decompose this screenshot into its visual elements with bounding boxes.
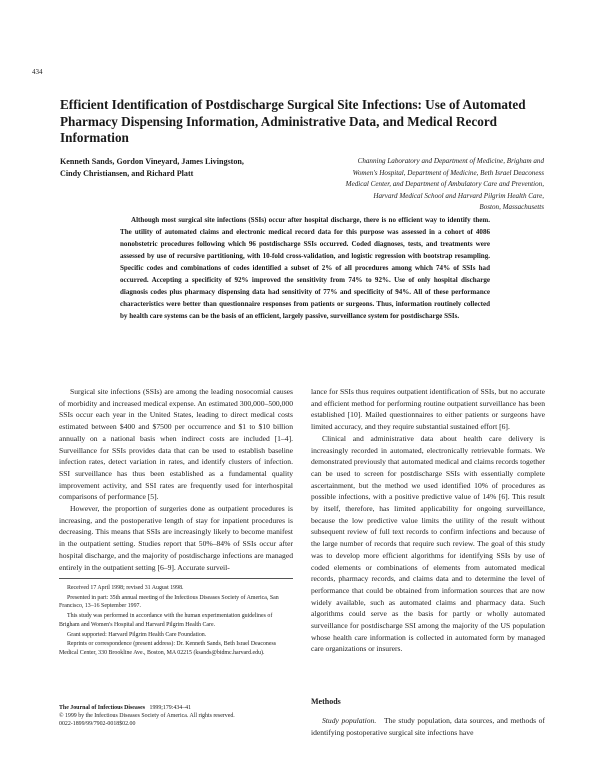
body-paragraph: However, the proportion of surgeries done as outpatient procedures is increasing, and the postoperative length of stay for inpatient procedures is decreasing. This means that SSIs are increasingly likely to become manifest in the outpatient setting. Studies report that 50%–84% of SSIs occur after hospital discharge, and the majority of postdischarge infections are managed entirely in the outpatient setting [6–9]. Accurate surveil- (59, 504, 293, 572)
affiliation-line: Boston, Massachusetts (479, 203, 544, 211)
page-number: 434 (32, 68, 43, 76)
footnote: This study was performed in accordance with the human experimentation guidelines of Brigham and Women's Hospital and Harvard Pilgrim Health Care. (59, 613, 273, 628)
body-paragraph: Surgical site infections (SSIs) are among the leading nosocomial causes of morbidity and increased medical expense. An estimated 300,000–500,000 SSIs occur each year in the United States, leading to direct medical costs estimated between $400 and $7500 per occurrence and $1 to $10 billion annually on a national basis when indirect costs are included [1–4]. Surveillance for SSIs provides data that can be used to establish baseline infection rates, detect variation in rates, and identify clusters of infection. SSI surveillance has thus been established as a fundamental quality improvement activity, and SSI rates are frequently used for interhospital comparisons of performance [5]. (59, 387, 293, 502)
author-line: Cindy Christiansen, and Richard Platt (60, 169, 194, 178)
footnotes (59, 584, 293, 659)
author-list (60, 156, 300, 180)
journal-citation: 1999;179:434–41 (149, 705, 192, 711)
footnote: Received 17 April 1998; revised 31 August 1998. (67, 585, 184, 591)
author-line: Kenneth Sands, Gordon Vineyard, James Livingston, (60, 157, 244, 166)
body-paragraph: Clinical and administrative data about health care delivery is increasingly recorded in automated, electronically retrievable formats. We demonstrated previously that automated medical and claims records together can be used to screen for postdischarge SSIs with essentially complete ascertainment, but the method we used identified 10% of procedures as possible infections, with a positive predictive value of 14% [6]. This result by itself, therefore, has limited applicability for ongoing surveillance, because the low predictive value limits the utility of the result without subsequent review of full text records to confirm infections and because of the large number of records that require such review. The goal of this study was to develop more efficient algorithms for identifying SSIs by use of coded elements or combinations of elements from automated medical records, pharmacy records, and claims data and to determine the level of performance that could be obtained from information sources that are now widely available, such as automated claims and pharmacy data. Such algorithms could serve as the basis for partly or wholly automated surveillance for postdischarge SSI among the majority of the US population whose health care information is collected in automated form by managed care organizations or insurers. (311, 433, 545, 654)
article-title: Efficient Identification of Postdischarge Surgical Site Infections: Use of Automated Pharmacy Dispensing Information, Administrative Data, and Medical Record Information (60, 97, 526, 145)
journal-name: The Journal of Infectious Diseases (59, 705, 146, 711)
affiliation-line: Channing Laboratory and Department of Medicine, Brigham and (357, 157, 544, 165)
abstract: Although most surgical site infections (SSIs) occur after hospital discharge, there is no efficient way to identify them. The utility of automated claims and electronic medical record data for this purpose was assessed in a cohort of 4086 nonobstetric procedures following which 96 postdischarge SSIs occurred. Coded diagnoses, tests, and treatments were assessed by use of recursive partitioning, with 10-fold cross-validation, and logistic regression with bootstrap resampling. Specific codes and combinations of codes identified a subset of 2% of all procedures among which 74% of SSIs had occurred. Accepting a specificity of 92% improved the sensitivity from 74% to 92%. Use of only hospital discharge diagnosis codes plus pharmacy dispensing data had sensitivity of 77% and specificity of 94%. All of these performance characteristics were better than questionnaire responses from patients or surgeons. Thus, information routinely collected by health care systems can be the basis of an efficient, largely passive, surveillance system for postdischarge SSIs. (120, 216, 490, 320)
methods-paragraph (311, 715, 545, 738)
methods-heading: Methods (311, 697, 341, 706)
footnote: Reprints or correspondence (present address): Dr. Kenneth Sands, Beth Israel Deaconess Medical Center, 330 Brookline Ave., Boston, MA 02215 (ksands@bidmc.harvard.edu). (59, 641, 277, 656)
methods-text: The study population, data sources, and methods of identifying postoperative surgical site infections have (311, 716, 546, 737)
affiliation-line: Women's Hospital, Department of Medicine, Beth Israel Deaconess (352, 168, 544, 177)
affiliation (300, 156, 544, 214)
body-column-right (311, 386, 545, 655)
footnote-divider (59, 578, 293, 579)
journal-citation-line (59, 704, 293, 712)
affiliation-line: Medical Center, and Department of Ambulatory Care and Prevention, (345, 180, 544, 188)
methods-subheading: Study population. (322, 716, 377, 725)
body-column-left (59, 386, 293, 573)
affiliation-line: Harvard Medical School and Harvard Pilgrim Health Care, (373, 191, 544, 200)
journal-copyright: © 1999 by the Infectious Diseases Society of America. All rights reserved. (59, 713, 235, 720)
journal-info (59, 704, 293, 729)
footnote: Grant supported: Harvard Pilgrim Health Care Foundation. (67, 631, 207, 638)
body-paragraph: lance for SSIs thus requires outpatient identification of SSIs, but no accurate and efficient method for performing routine outpatient surveillance has been established [10]. Mailed questionnaires to either patients or surgeons have limited accuracy, and they require substantial sustained effort [6]. (311, 387, 545, 432)
journal-issn: 0022-1899/99/7902-0018$02.00 (59, 721, 136, 728)
footnote: Presented in part: 35th annual meeting of the Infectious Diseases Society of America, San Francisco, 13–16 September 1997. (59, 594, 279, 610)
